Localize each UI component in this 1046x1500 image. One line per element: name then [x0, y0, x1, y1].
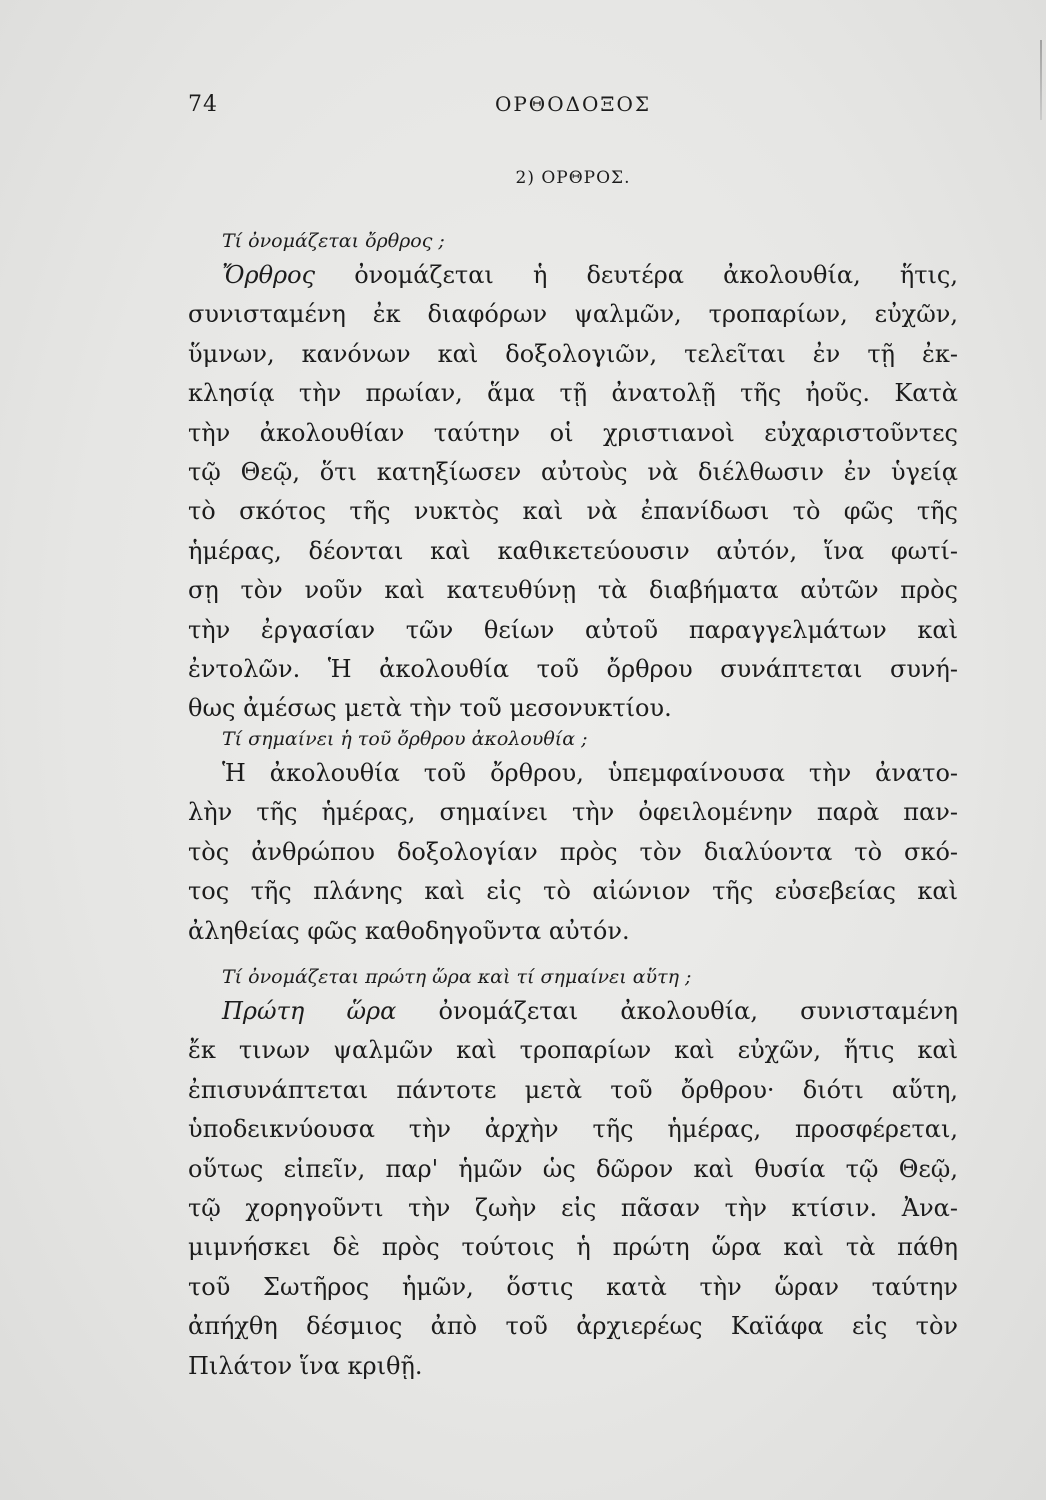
- paragraph-line: τος τῆς πλάνης καὶ εἰς τὸ αἰώνιον τῆς εὐσεβείας καὶ: [188, 877, 958, 906]
- lead-term: Πρώτη ὥρα: [222, 997, 397, 1025]
- paragraph-line: τῷ Θεῷ, ὅτι κατηξίωσεν αὐτοὺς νὰ διέλθωσιν ἐν ὑγείᾳ: [188, 458, 958, 487]
- answer-paragraph: [188, 256, 958, 729]
- paragraph-line: ἐπισυνάπτεται πάντοτε μετὰ τοῦ ὄρθρου· διότι αὕτη,: [188, 1075, 958, 1104]
- lead-term: Ὄρθρος: [222, 261, 316, 289]
- page-number: 74: [188, 92, 218, 117]
- paragraph-line: συνισταμένη ἐκ διαφόρων ψαλμῶν, τροπαρίων, εὐχῶν,: [188, 300, 958, 329]
- paragraph-line: σῃ τὸν νοῦν καὶ κατευθύνῃ τὰ διαβήματα αὐτῶν πρὸς: [188, 576, 958, 605]
- paragraph-line: θως ἀμέσως μετὰ τὴν τοῦ μεσονυκτίου.: [188, 694, 672, 723]
- qa-block-meaning: [188, 724, 958, 951]
- paragraph-line: λὴν τῆς ἡμέρας, σημαίνει τὴν ὀφειλομένην παρὰ παν-: [188, 798, 958, 827]
- paragraph-line: ἀληθείας φῶς καθοδηγοῦντα αὐτόν.: [188, 916, 630, 945]
- qa-block-first-hour: [188, 962, 958, 1386]
- question-heading: Τί ὀνομάζεται πρώτη ὥρα καὶ τί σημαίνει αὕτη ;: [222, 966, 692, 988]
- paragraph-line: τὴν ἐργασίαν τῶν θείων αὐτοῦ παραγγελμάτων καὶ: [188, 615, 958, 644]
- paragraph-line: ὑποδεικνύουσα τὴν ἀρχὴν τῆς ἡμέρας, προσφέρεται,: [188, 1115, 958, 1144]
- running-head: [188, 92, 958, 122]
- running-title: ΟΡΘΟΔΟΞΟΣ: [494, 92, 652, 116]
- paragraph-line: ἡμέρας, δέονται καὶ καθικετεύουσιν αὐτόν, ἵνα φωτί-: [188, 536, 958, 565]
- paragraph-line: κλησίᾳ τὴν πρωίαν, ἅμα τῇ ἀνατολῇ τῆς ἠοῦς. Κατὰ: [188, 379, 958, 408]
- section-title: 2) ΟΡΘΡΟΣ.: [515, 168, 631, 188]
- paragraph-line: τὸς ἀνθρώπου δοξολογίαν πρὸς τὸν διαλύοντα τὸ σκό-: [188, 837, 958, 866]
- paragraph-line: τοῦ Σωτῆρος ἡμῶν, ὅστις κατὰ τὴν ὥραν ταύτην: [188, 1272, 958, 1301]
- paragraph-line: ἐντολῶν. Ἡ ἀκολουθία τοῦ ὄρθρου συνάπτεται συνή-: [188, 655, 958, 684]
- paragraph-line: ὕμνων, κανόνων καὶ δοξολογιῶν, τελεῖται ἐν τῇ ἐκ-: [188, 339, 958, 368]
- question-heading: Τί σημαίνει ἡ τοῦ ὄρθρου ἀκολουθία ;: [222, 728, 588, 750]
- paragraph-line: τὴν ἀκολουθίαν ταύτην οἱ χριστιανοὶ εὐχαριστοῦντες: [188, 418, 958, 447]
- question-heading: Τί ὀνομάζεται ὄρθρος ;: [222, 230, 445, 252]
- qa-block-orthros: [188, 226, 958, 729]
- paragraph-line: Ὄρθρος ὀνομάζεται ἡ δευτέρα ἀκολουθία, ἥτις,: [222, 261, 958, 289]
- paragraph-line: οὕτως εἰπεῖν, παρ' ἡμῶν ὡς δῶρον καὶ θυσία τῷ Θεῷ,: [188, 1154, 958, 1183]
- answer-paragraph: [188, 992, 958, 1386]
- paragraph-line: τὸ σκότος τῆς νυκτὸς καὶ νὰ ἐπανίδωσι τὸ φῶς τῆς: [188, 497, 958, 526]
- paragraph-line: Πρώτη ὥρα ὀνομάζεται ἀκολουθία, συνισταμένη: [222, 997, 958, 1025]
- paragraph-line: ἔκ τινων ψαλμῶν καὶ τροπαρίων καὶ εὐχῶν, ἥτις καὶ: [188, 1036, 958, 1065]
- paragraph-line: μιμνήσκει δὲ πρὸς τούτοις ἡ πρώτη ὥρα καὶ τὰ πάθη: [188, 1233, 958, 1262]
- paragraph-line: τῷ χορηγοῦντι τὴν ζωὴν εἰς πᾶσαν τὴν κτίσιν. Ἀνα-: [188, 1194, 958, 1223]
- paragraph-line: Πιλάτον ἵνα κριθῇ.: [188, 1351, 423, 1380]
- paragraph-line: Ἡ ἀκολουθία τοῦ ὄρθρου, ὑπεμφαίνουσα τὴν ἀνατο-: [222, 759, 958, 787]
- page-edge-mark: [1040, 40, 1042, 120]
- answer-paragraph: [188, 754, 958, 951]
- paragraph-line: ἀπήχθη δέσμιος ἀπὸ τοῦ ἀρχιερέως Καϊάφα εἰς τὸν: [188, 1312, 958, 1341]
